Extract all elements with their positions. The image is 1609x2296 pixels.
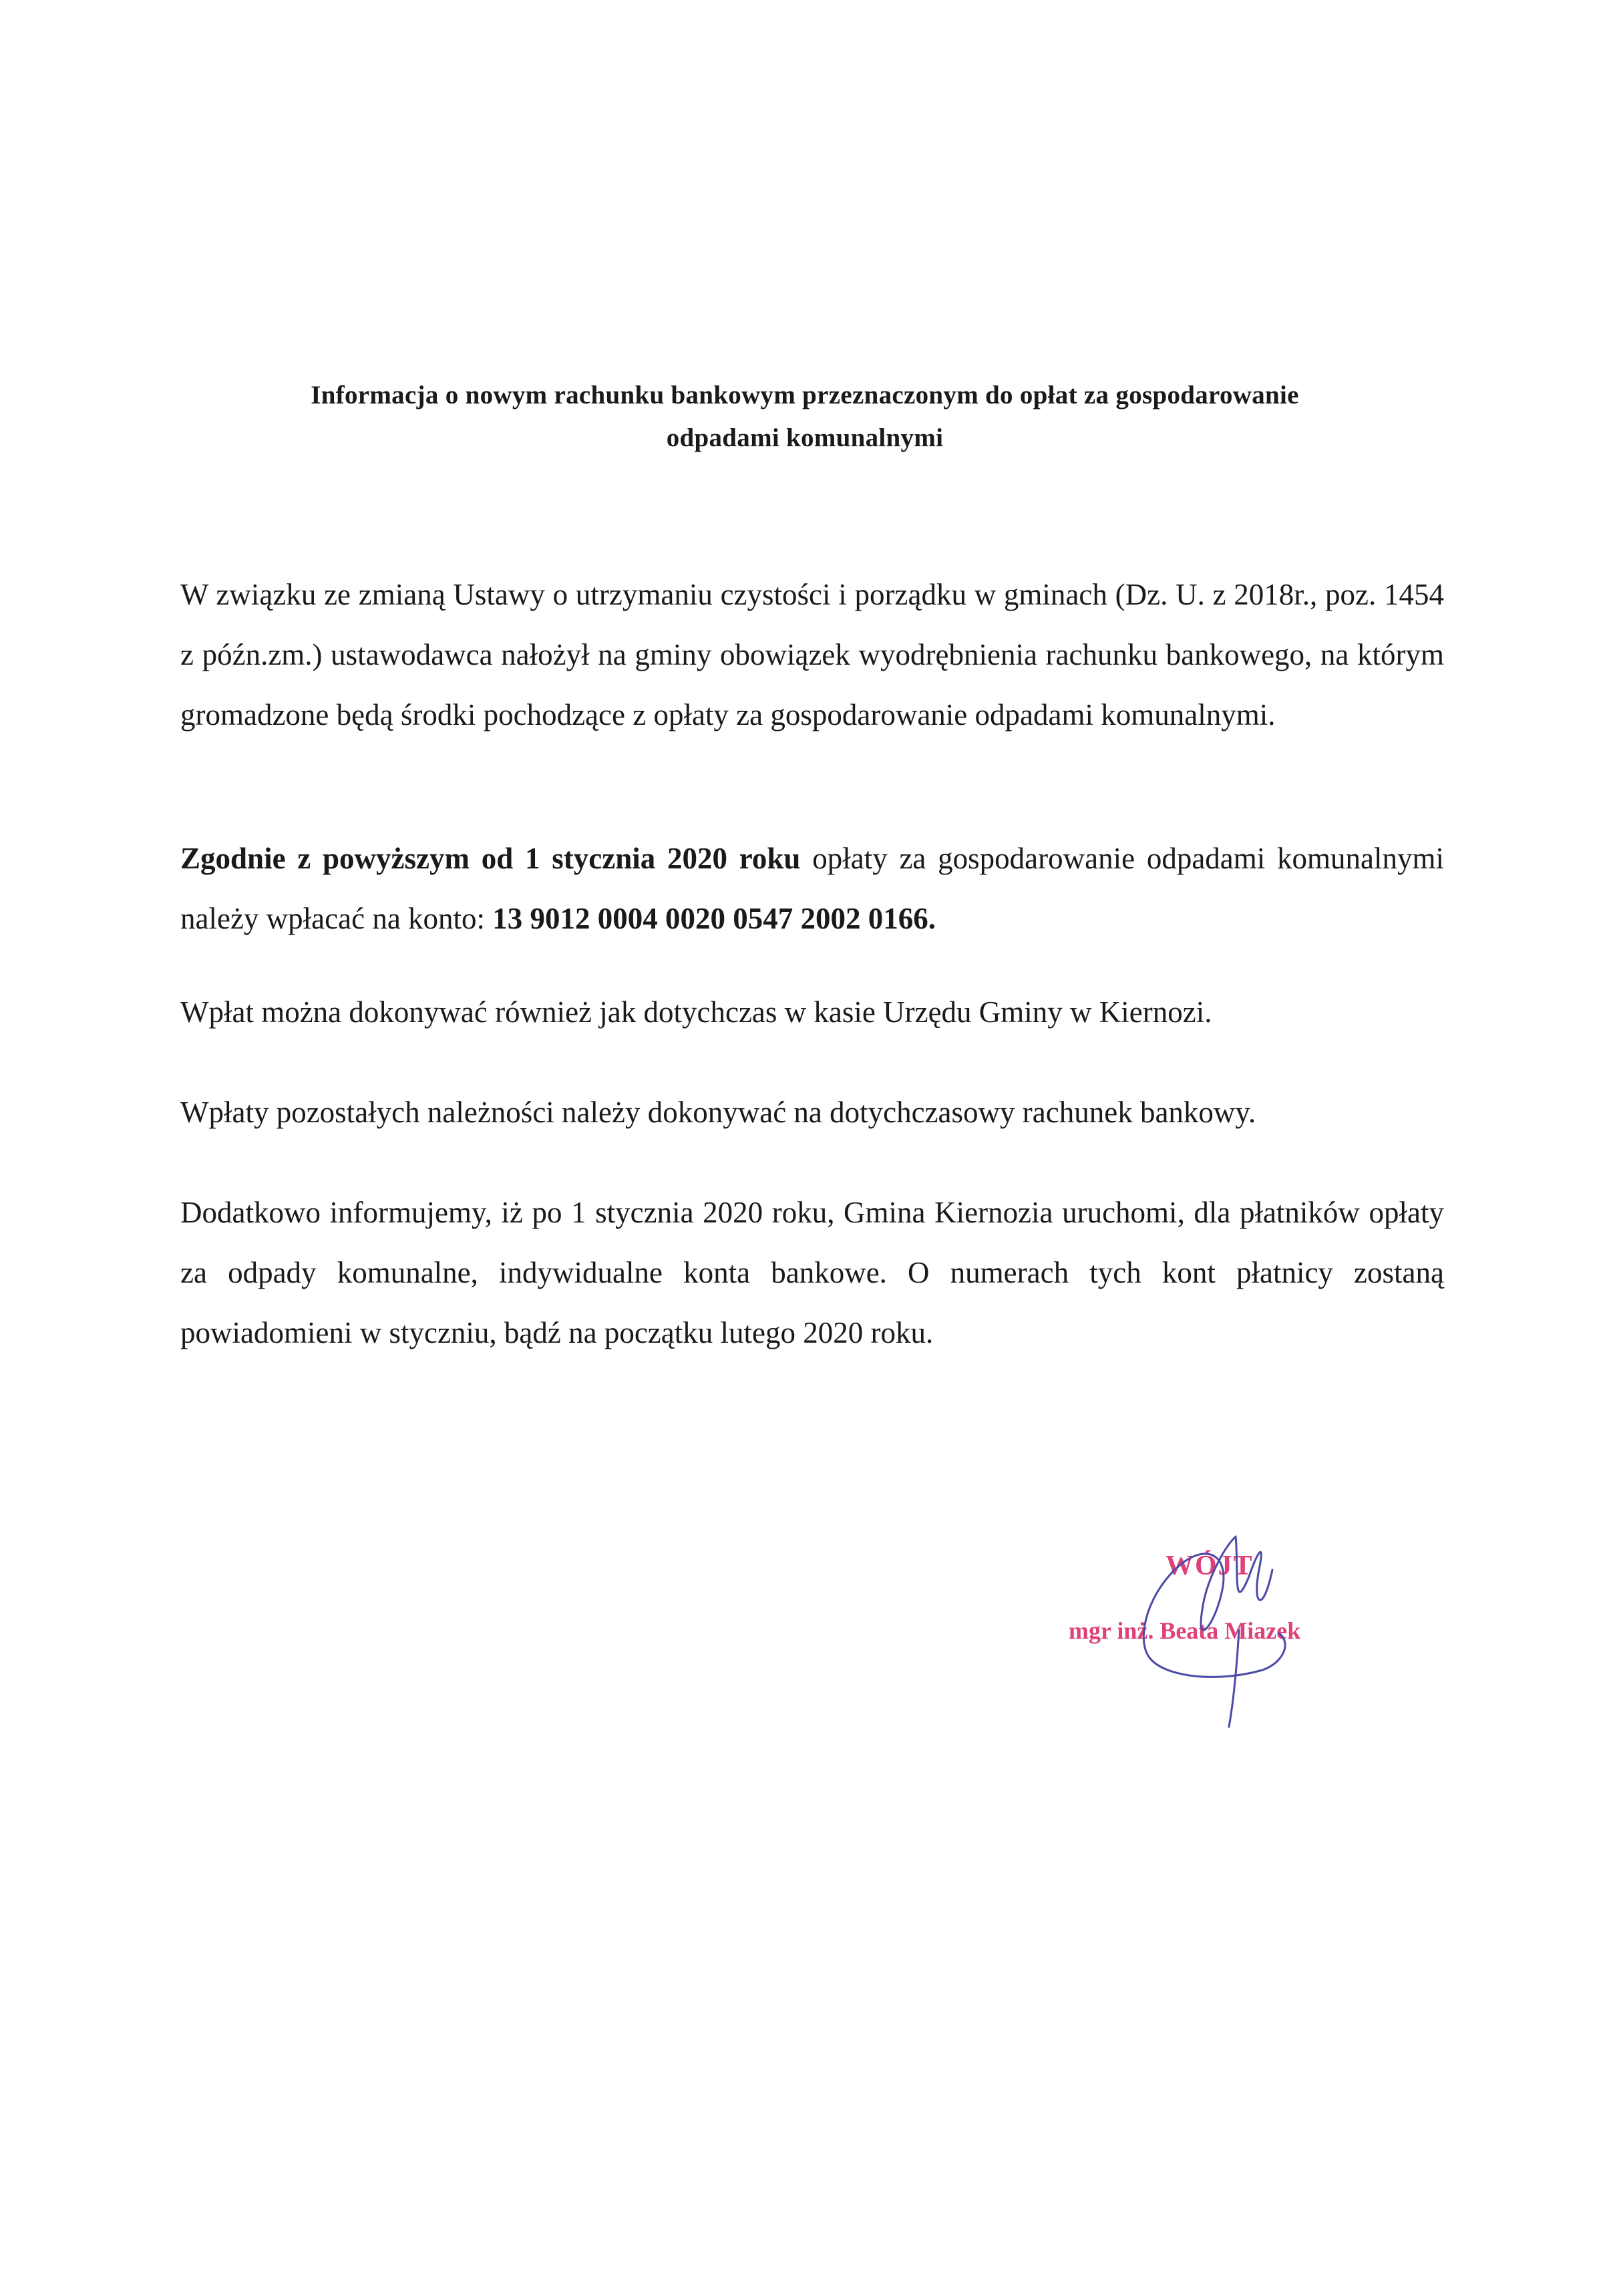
bank-account-number: 13 9012 0004 0020 0547 2002 0166.: [492, 902, 936, 935]
paragraph-other-payments: Wpłaty pozostałych należności należy dokonywać na dotychczasowy rachunek bankowy.: [180, 1096, 1256, 1129]
paragraph-cash-desk: Wpłat można dokonywać również jak dotychczas w kasie Urzędu Gminy w Kiernozi.: [180, 995, 1212, 1029]
paragraph-legal-basis: W związku ze zmianą Ustawy o utrzymaniu czystości i porządku w gminach (Dz. U. z 2018r., poz. 1454 z późn.zm.) ustawodawca nałożył na gminy obowiązek wyodrębnienia rachunku bankowego, na którym gromadzone będą środki pochodzące z opłaty za gospodarowanie odpadami komunalnymi.: [180, 578, 1444, 731]
payment-instruction-text: opłaty za gospodarowanie odpadami komunalnymi należy wpłacać na konto:: [180, 842, 1445, 935]
document-title: [160, 374, 1449, 460]
title-line-2: odpadami komunalnymi: [666, 424, 944, 452]
effective-date-text: Zgodnie z powyższym od 1 stycznia 2020 roku: [180, 842, 801, 875]
handwritten-signature: [1122, 1516, 1296, 1730]
stamp-title: WÓJT: [1166, 1550, 1254, 1581]
signature-stamp: [1069, 1516, 1383, 1730]
paragraph-individual-accounts: Dodatkowo informujemy, iż po 1 stycznia 2020 roku, Gmina Kiernozia uruchomi, dla płatników opłaty za odpady komunalne, indywidualne konta bankowe. O numerach tych kont płatnicy zostaną powiadomieni w styczniu, bądź na początku lutego 2020 roku.: [180, 1196, 1444, 1349]
title-line-1: Informacja o nowym rachunku bankowym przeznaczonym do opłat za gospodarowanie: [311, 381, 1299, 409]
stamp-name: mgr inż. Beata Miazek: [1069, 1617, 1301, 1644]
paragraph-new-account: [180, 828, 1444, 949]
